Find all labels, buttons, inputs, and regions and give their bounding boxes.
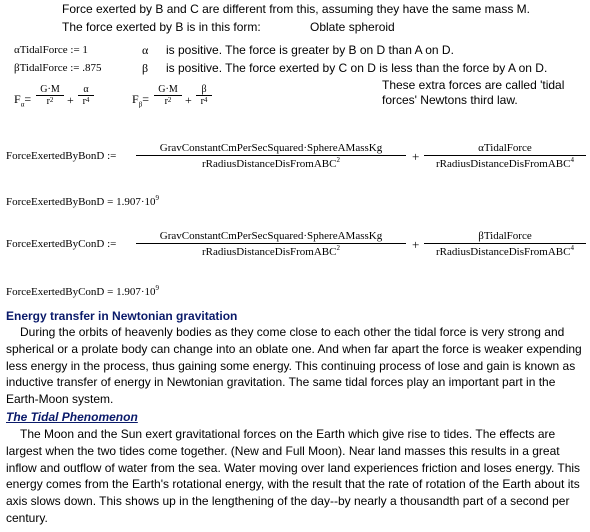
intro-line-2-value: Oblate spheroid [310, 20, 395, 34]
eq-bond-term2: αTidalForce rRadiusDistanceDisFromABC$^4$ [424, 142, 586, 170]
f-alpha-plus: + [67, 93, 74, 107]
eq-bond-lhs: ForceExertedByBonD := [6, 150, 117, 162]
f-beta-plus: + [185, 93, 192, 107]
section-heading-tidal-phenomenon: The Tidal Phenomenon [6, 410, 138, 424]
f-beta-term2: $\frac{\beta}{r^4}$ [196, 84, 212, 108]
f-alpha-term2: $\frac{\alpha}{r^4}$ [78, 84, 94, 108]
section-body-tidal-phenomenon: The Moon and the Sun exert gravitational forces on the Earth which give rise to tides. The effects are largest when the two tides come together. (New and Full Moon). Near land masses this results in a great inflow and outflow of water from the sea. Water moving over land experiences friction and loses energy. This energy comes from the Earth's rotational energy, with the result that the rate of rotation of the Earth about its axis slows down. This shows up in the lengthening of the day--by nearly a thousandth part of a second per century. [6, 427, 581, 525]
intro-line-1: Force exerted by B and C are different from this, assuming they have the same mass M. [62, 2, 530, 16]
eq-cond-term2: βTidalForce rRadiusDistanceDisFromABC$^4$ [424, 230, 586, 258]
eq-bond-term1: GravConstantCmPerSecSquared·SphereAMassKg rRadiusDistanceDisFromABC$^2$ [136, 142, 406, 170]
eq-bond-result: ForceExertedByBonD = $1.907\cdot 10^9$ [6, 194, 159, 208]
beta-symbol: β [142, 61, 149, 75]
f-alpha-term1: $\frac{G\cdot M}{r^2}$ [36, 84, 64, 108]
eq-cond-plus: + [412, 237, 420, 252]
eq-cond-term1: GravConstantCmPerSecSquared·SphereAMassKg rRadiusDistanceDisFromABC$^2$ [136, 230, 406, 258]
eq-bond-plus: + [412, 149, 420, 164]
eq-cond-lhs: ForceExertedByConD := [6, 238, 117, 250]
f-alpha-lhs: $F_\alpha=$ [14, 92, 32, 109]
alpha-symbol: α [142, 43, 149, 57]
beta-definition: βTidalForce := .875 [14, 62, 102, 74]
intro-line-2-label: The force exerted by B is in this form: [62, 20, 261, 34]
beta-description: is positive. The force exerted by C on D is less than the force by A on D. [166, 61, 548, 75]
section-body-energy-transfer: During the orbits of heavenly bodies as they come close to each other the tidal force is very strong and spherical or a prolate body can change into an oblate one. And when far apart the force is weaker expending less energy in the process, thus gaining some energy. This continuing process of lose and gain is known as inductive transfer of energy in Newtonian gravitation. The same tidal forces play an important part in the Earth-Moon system. [6, 325, 582, 407]
section-heading-energy-transfer: Energy transfer in Newtonian gravitation [6, 309, 238, 323]
f-beta-term1: $\frac{G\cdot M}{r^2}$ [154, 84, 182, 108]
alpha-definition: αTidalForce := 1 [14, 44, 88, 56]
tidal-forces-note: These extra forces are called 'tidal forces' Newtons third law. [382, 78, 565, 107]
alpha-description: is positive. The force is greater by B on D than A on D. [166, 43, 454, 57]
eq-cond-result: ForceExertedByConD = $1.907\cdot 10^9$ [6, 284, 159, 298]
f-beta-lhs: $F_\beta=$ [132, 92, 150, 109]
